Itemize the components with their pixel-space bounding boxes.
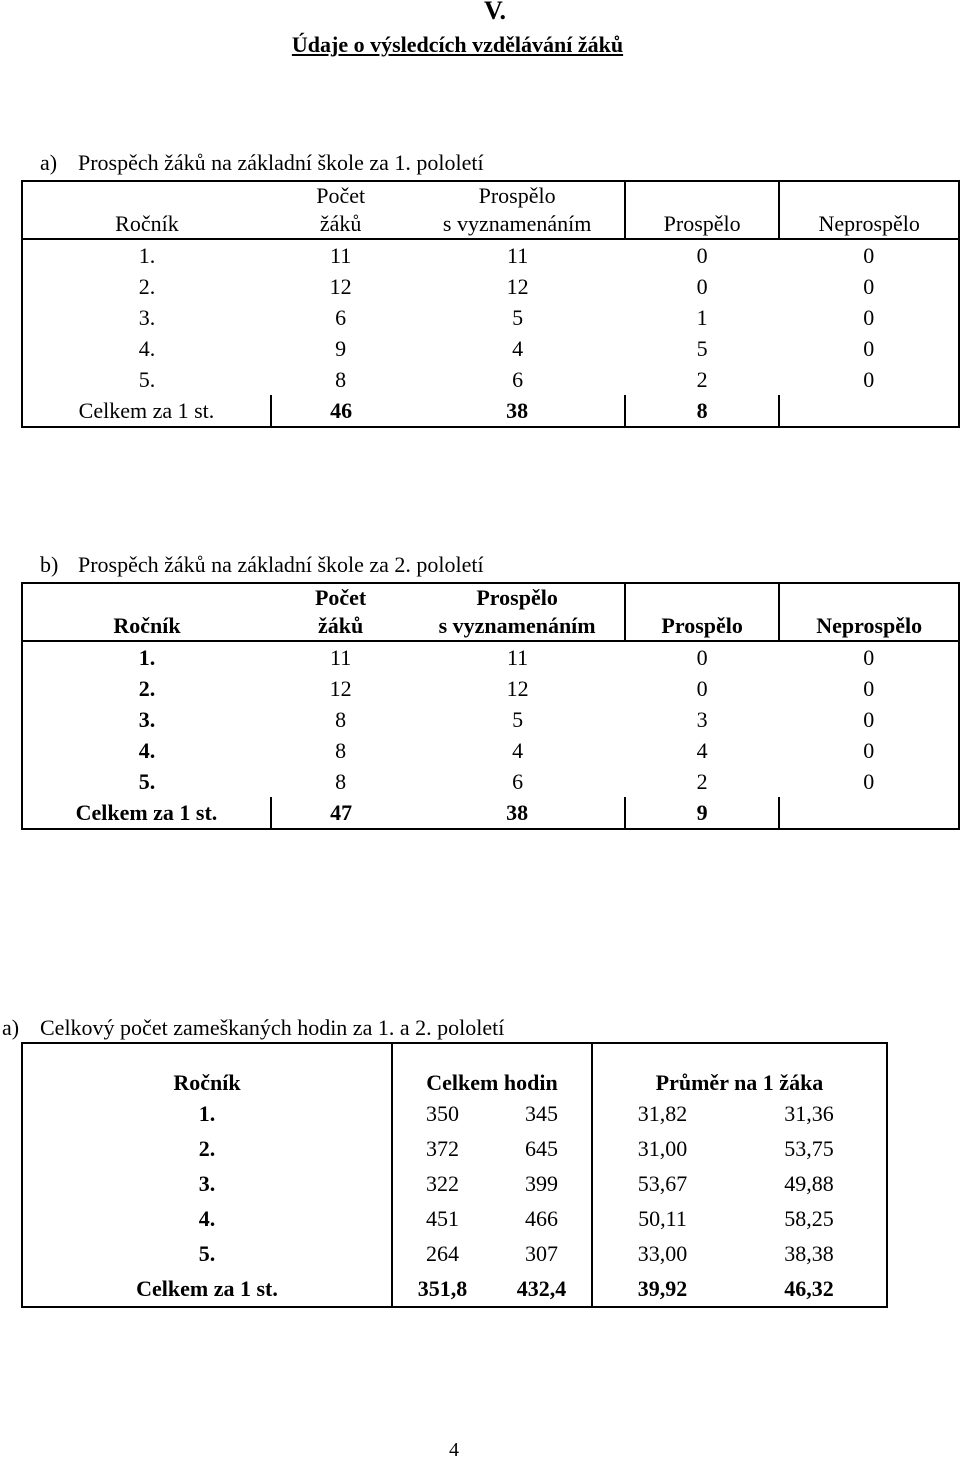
cell-rocnik: 2. xyxy=(198,1136,216,1161)
header-rocnik: Ročník xyxy=(22,583,271,641)
total-neprospelo-empty xyxy=(779,797,959,829)
cell-hodin-1: 372 xyxy=(392,1131,492,1166)
cell-prospelo: 3 xyxy=(696,707,708,732)
table-total-row xyxy=(22,395,959,427)
cell-prospelo: 5 xyxy=(696,336,708,361)
section-b-heading xyxy=(40,552,484,578)
section-a-marker: a) xyxy=(40,150,58,175)
header-neprospelo: Neprospělo xyxy=(779,181,959,239)
cell-rocnik: 2. xyxy=(22,271,271,302)
section-c-marker: a) xyxy=(2,1015,20,1040)
header-rocnik: Ročník xyxy=(22,181,271,239)
total-pocet: 46 xyxy=(271,395,410,427)
cell-hodin-1: 350 xyxy=(392,1096,492,1131)
page-number: 4 xyxy=(449,1439,459,1461)
chapter-number: V. xyxy=(484,0,506,25)
total-prumer-1: 39,92 xyxy=(592,1271,732,1307)
cell-neprospelo: 0 xyxy=(779,641,959,673)
section-a-table xyxy=(21,180,960,428)
cell-prumer-2: 31,36 xyxy=(784,1101,834,1126)
section-b-heading-text: Prospěch žáků na základní škole za 2. pololetí xyxy=(78,552,484,577)
header-vyznam-line2: s vyznamenáním xyxy=(438,613,596,638)
cell-prumer-1: 31,82 xyxy=(592,1096,732,1131)
total-hodin-2: 432,4 xyxy=(516,1276,567,1301)
table-row xyxy=(22,1236,887,1271)
cell-hodin-2: 466 xyxy=(525,1206,558,1231)
section-b-marker: b) xyxy=(40,552,59,577)
total-neprospelo-empty xyxy=(779,395,959,427)
cell-hodin-2: 307 xyxy=(525,1241,558,1266)
cell-rocnik: 1. xyxy=(198,1101,216,1126)
cell-pocet: 6 xyxy=(335,305,347,330)
cell-prospelo: 2 xyxy=(696,367,708,392)
header-pocet-line1: Počet xyxy=(271,181,410,210)
cell-neprospelo: 0 xyxy=(779,271,959,302)
total-label: Celkem za 1 st. xyxy=(136,1276,278,1301)
table-row xyxy=(22,1131,887,1166)
section-a-heading xyxy=(40,150,484,176)
cell-prospelo: 0 xyxy=(696,274,708,299)
cell-prospelo: 2 xyxy=(696,769,708,794)
cell-rocnik: 4. xyxy=(22,333,271,364)
cell-rocnik: 4. xyxy=(22,735,271,766)
cell-pocet: 11 xyxy=(271,239,410,271)
section-c-heading xyxy=(2,1015,504,1041)
section-b-table xyxy=(21,582,960,830)
table-header-row xyxy=(22,181,959,210)
table-total-row xyxy=(22,1271,887,1307)
table-row xyxy=(22,766,959,797)
header-prospelo: Prospělo xyxy=(625,181,780,239)
cell-rocnik: 5. xyxy=(22,766,271,797)
table-row xyxy=(22,673,959,704)
cell-hodin-1: 322 xyxy=(392,1166,492,1201)
total-prospelo: 8 xyxy=(625,395,780,427)
absence-table xyxy=(21,1042,888,1308)
section-a-heading-text: Prospěch žáků na základní škole za 1. pololetí xyxy=(78,150,484,175)
cell-neprospelo: 0 xyxy=(779,302,959,333)
cell-prumer-1: 53,67 xyxy=(592,1166,732,1201)
table-row xyxy=(22,704,959,735)
cell-hodin-1: 451 xyxy=(392,1201,492,1236)
table-row xyxy=(22,271,959,302)
cell-vyznam: 5 xyxy=(512,707,524,732)
table-row xyxy=(22,239,959,271)
total-prumer-2: 46,32 xyxy=(784,1276,834,1301)
cell-rocnik: 5. xyxy=(198,1241,216,1266)
cell-rocnik: 3. xyxy=(22,704,271,735)
header-celkem-hodin: Celkem hodin xyxy=(392,1043,592,1096)
cell-neprospelo: 0 xyxy=(779,735,959,766)
table-row xyxy=(22,1096,887,1131)
header-pocet-line2: žáků xyxy=(319,211,362,236)
cell-prumer-2: 53,75 xyxy=(784,1136,834,1161)
total-prospelo: 9 xyxy=(625,797,780,829)
header-pocet-line2: žáků xyxy=(317,613,364,638)
cell-prumer-2: 49,88 xyxy=(784,1171,834,1196)
cell-hodin-1: 264 xyxy=(392,1236,492,1271)
cell-prospelo: 4 xyxy=(696,738,708,763)
cell-hodin-2: 399 xyxy=(525,1171,558,1196)
total-label: Celkem za 1 st. xyxy=(22,395,271,427)
cell-prospelo: 0 xyxy=(625,641,780,673)
cell-pocet: 8 xyxy=(335,707,347,732)
header-vyznam-line1: Prospělo xyxy=(410,181,625,210)
cell-prospelo: 0 xyxy=(696,676,708,701)
cell-hodin-2: 645 xyxy=(525,1136,558,1161)
cell-vyznam: 5 xyxy=(512,305,524,330)
cell-neprospelo: 0 xyxy=(779,239,959,271)
total-vyznam: 38 xyxy=(410,395,625,427)
header-vyznam-line2: s vyznamenáním xyxy=(442,211,592,236)
table-row xyxy=(22,302,959,333)
header-prumer: Průměr na 1 žáka xyxy=(592,1043,887,1096)
table-total-row xyxy=(22,797,959,829)
table-header-row xyxy=(22,583,959,612)
cell-prospelo: 0 xyxy=(625,239,780,271)
cell-vyznam: 4 xyxy=(512,738,524,763)
cell-neprospelo: 0 xyxy=(779,364,959,395)
cell-neprospelo: 0 xyxy=(779,704,959,735)
cell-neprospelo: 0 xyxy=(779,766,959,797)
cell-vyznam: 11 xyxy=(410,239,625,271)
total-hodin-1: 351,8 xyxy=(392,1271,492,1307)
header-pocet-line1: Počet xyxy=(271,583,410,612)
table-row xyxy=(22,1166,887,1201)
cell-pocet: 8 xyxy=(335,738,347,763)
total-vyznam: 38 xyxy=(410,797,625,829)
total-label: Celkem za 1 st. xyxy=(22,797,271,829)
table-row xyxy=(22,333,959,364)
cell-pocet: 12 xyxy=(329,676,352,701)
cell-rocnik: 4. xyxy=(198,1206,216,1231)
cell-vyznam: 12 xyxy=(506,274,529,299)
cell-rocnik: 1. xyxy=(22,641,271,673)
cell-pocet: 8 xyxy=(335,367,347,392)
cell-prumer-1: 31,00 xyxy=(592,1131,732,1166)
cell-rocnik: 3. xyxy=(198,1171,216,1196)
header-prospelo: Prospělo xyxy=(625,583,780,641)
cell-neprospelo: 0 xyxy=(779,673,959,704)
cell-prospelo: 1 xyxy=(696,305,708,330)
cell-prumer-1: 33,00 xyxy=(592,1236,732,1271)
cell-rocnik: 1. xyxy=(22,239,271,271)
cell-rocnik: 5. xyxy=(22,364,271,395)
table-row xyxy=(22,735,959,766)
table-header-row xyxy=(22,1043,887,1096)
table-row xyxy=(22,364,959,395)
header-vyznam-line1: Prospělo xyxy=(410,583,625,612)
cell-rocnik: 2. xyxy=(22,673,271,704)
cell-prumer-1: 50,11 xyxy=(592,1201,732,1236)
cell-pocet: 12 xyxy=(329,274,352,299)
table-row xyxy=(22,641,959,673)
cell-pocet: 9 xyxy=(335,336,347,361)
cell-neprospelo: 0 xyxy=(779,333,959,364)
cell-vyznam: 4 xyxy=(512,336,524,361)
section-c-heading-text: Celkový počet zameškaných hodin za 1. a 2. pololetí xyxy=(40,1015,505,1040)
cell-pocet: 8 xyxy=(335,769,347,794)
header-rocnik: Ročník xyxy=(173,1070,241,1095)
cell-vyznam: 6 xyxy=(512,769,524,794)
header-neprospelo: Neprospělo xyxy=(779,583,959,641)
cell-vyznam: 11 xyxy=(410,641,625,673)
page-title: Údaje o výsledcích vzdělávání žáků xyxy=(291,32,624,57)
cell-prumer-2: 38,38 xyxy=(784,1241,834,1266)
cell-prumer-2: 58,25 xyxy=(784,1206,834,1231)
cell-vyznam: 12 xyxy=(506,676,529,701)
cell-rocnik: 3. xyxy=(22,302,271,333)
cell-pocet: 11 xyxy=(271,641,410,673)
total-pocet: 47 xyxy=(271,797,410,829)
cell-vyznam: 6 xyxy=(512,367,524,392)
table-row xyxy=(22,1201,887,1236)
cell-hodin-2: 345 xyxy=(525,1101,558,1126)
